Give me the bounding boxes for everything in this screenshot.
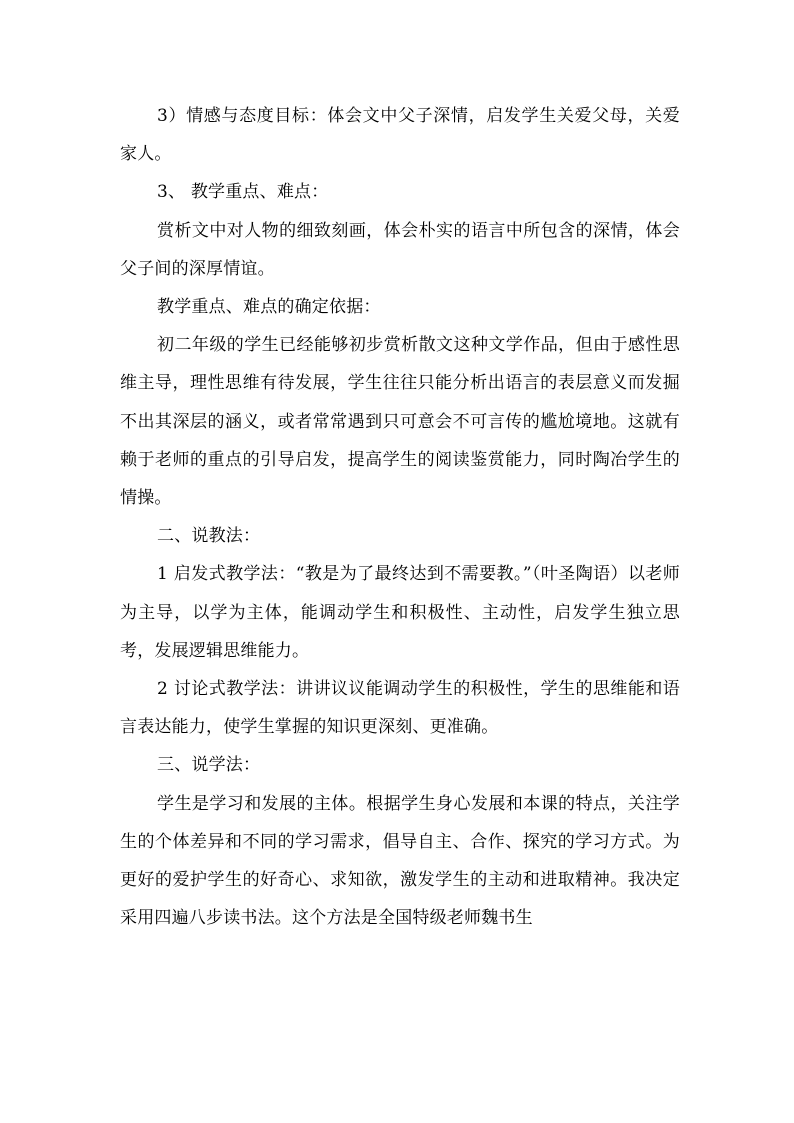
paragraph-emotion-goal: 3）情感与态度目标：体会文中父子深情，启发学生关爱父母，关爱家人。	[120, 106, 680, 165]
document-body	[120, 97, 680, 937]
heading-basis: 教学重点、难点的确定依据：	[157, 297, 381, 318]
heading-key-difficult-points: 3、 教学重点、难点：	[157, 182, 329, 203]
paragraph-basis: 初二年级的学生已经能够初步赏析散文这种文学作品，但由于感性思维主导，理性思维有待发展，学生往往只能分析出语言的表层意义而发掘不出其深层的涵义，或者常常遇到只可意会不可言传的尴尬境地。这就有赖于老师的重点的引导启发，提高学生的阅读鉴赏能力，同时陶冶学生的情操。	[120, 335, 680, 509]
heading-learning-methods: 三、说学法：	[157, 755, 261, 776]
heading-teaching-methods: 二、说教法：	[157, 526, 261, 547]
paragraph-discussion-method: 2 讨论式教学法：讲讲议议能调动学生的积极性，学生的思维能和语言表达能力，使学生掌握的知识更深刻、更准确。	[120, 679, 680, 738]
paragraph-heuristic-method: 1 启发式教学法：“教是为了最终达到不需要教。”（叶圣陶语）以老师为主导，以学为主体，能调动学生和积极性、主动性，启发学生独立思考，发展逻辑思维能力。	[120, 564, 680, 661]
paragraph-key-points: 赏析文中对人物的细致刻画，体会朴实的语言中所包含的深情，体会父子间的深厚情谊。	[120, 220, 680, 279]
paragraph-learning-methods: 学生是学习和发展的主体。根据学生身心发展和本课的特点，关注学生的个体差异和不同的学习需求，倡导自主、合作、探究的学习方式。为更好的爱护学生的好奇心、求知欲，激发学生的主动和进取精神。我决定采用四遍八步读书法。这个方法是全国特级老师魏书生	[120, 793, 680, 929]
